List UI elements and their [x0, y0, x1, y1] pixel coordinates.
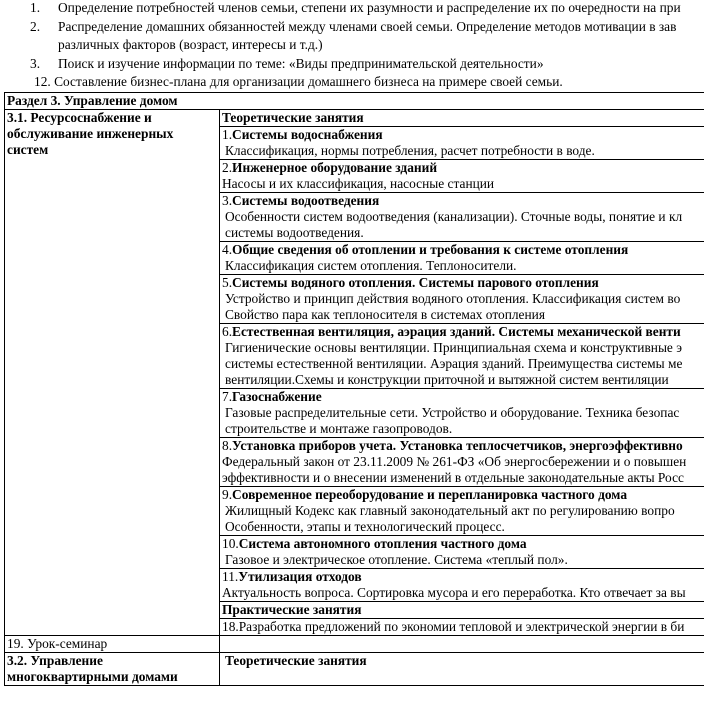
- topic-cell: [220, 193, 704, 242]
- theory-header: Теоретические занятия: [220, 110, 704, 127]
- topic-number: 3.: [222, 193, 233, 208]
- topic-number: 9.: [222, 487, 233, 502]
- topic-title: Установка приборов учета. Установка теплосчетчиков, энергоэффективно: [232, 438, 683, 453]
- topic-description: эффективности и о внесении изменений в отдельные законодательные акты Росс: [222, 470, 684, 485]
- subsection-title-cell: [5, 653, 220, 686]
- subsection-title-cell: [5, 110, 220, 636]
- topic-title: Системы водоснабжения: [232, 127, 383, 142]
- topic-description: Классификация, нормы потребления, расчет потребности в воде.: [225, 143, 595, 158]
- list-item-text: Распределение домашних обязанностей между членами своей семьи. Определение методов мотивации в зав: [58, 19, 677, 34]
- topic-title: Газоснабжение: [232, 389, 322, 404]
- list-item-number: 1.: [30, 0, 41, 15]
- subsection-title-line: обслуживание инженерных: [7, 126, 174, 141]
- topic-description: Газовые распределительные сети. Устройство и оборудование. Техника безопас: [225, 405, 680, 420]
- table-row: [5, 636, 704, 653]
- topic-description: системы естественной вентиляции. Аэрация зданий. Преимущества системы ме: [225, 356, 683, 371]
- topic-description: строительстве и монтаже газопроводов.: [225, 421, 453, 436]
- topic-description: Свойство пара как теплоносителя в системах отопления: [225, 307, 545, 322]
- topic-number: 1.: [222, 127, 233, 142]
- curriculum-table: [4, 92, 704, 686]
- topic-number: 7.: [222, 389, 233, 404]
- list-item-number: 2.: [30, 19, 41, 34]
- practice-item: 18.Разработка предложений по экономии тепловой и электрической энергии в би: [220, 619, 704, 636]
- topic-description: Особенности систем водоотведения (канализации). Сточные воды, понятие и кл: [225, 209, 683, 224]
- table-row: [5, 653, 704, 686]
- topic-title: Естественная вентиляция, аэрация зданий. Системы механической венти: [232, 324, 681, 339]
- topic-cell: [220, 127, 704, 160]
- topic-cell: [220, 487, 704, 536]
- topic-description: Актуальность вопроса. Сортировка мусора и его переработка. Кто отвечает за вы: [222, 585, 686, 600]
- topic-cell: [220, 389, 704, 438]
- practice-item: 19. Урок-семинар: [5, 636, 220, 653]
- practice-header: Практические занятия: [220, 602, 704, 619]
- topic-description: Устройство и принцип действия водяного отопления. Классификация систем во: [225, 291, 681, 306]
- topic-title: Система автономного отопления частного дома: [238, 536, 527, 551]
- topic-cell: [220, 438, 704, 487]
- topic-description: системы водоотведения.: [225, 225, 364, 240]
- theory-header: Теоретические занятия: [220, 653, 704, 686]
- topic-cell: [220, 160, 704, 193]
- topic-description: Федеральный закон от 23.11.2009 № 261-ФЗ «Об энергосбережении и о повышен: [222, 454, 687, 469]
- topic-cell: [220, 242, 704, 275]
- topic-number: 8.: [222, 438, 233, 453]
- topic-description: Классификация систем отопления. Теплоносители.: [225, 258, 517, 273]
- list-item-text: Определение потребностей членов семьи, степени их разумности и распределение их по очередности на при: [58, 0, 681, 15]
- topic-description: вентиляции.Схемы и конструкции приточной и вытяжной систем вентиляции: [225, 372, 669, 387]
- topic-description: Гигиенические основы вентиляции. Принципиальная схема и конструктивные э: [225, 340, 682, 355]
- subsection-title-line: 3.1. Ресурсоснабжение и: [7, 110, 152, 125]
- subsection-title-line: многоквартирными домами: [7, 669, 178, 684]
- section-title: Раздел 3. Управление домом: [5, 93, 704, 110]
- topic-title: Общие сведения об отоплении и требования к системе отопления: [232, 242, 629, 257]
- topic-number: 4.: [222, 242, 233, 257]
- list-item-number: 3.: [30, 56, 41, 71]
- topic-number: 10.: [222, 536, 239, 551]
- topic-title: Системы водоотведения: [232, 193, 380, 208]
- list-item-text: 12. Составление бизнес-плана для организации домашнего бизнеса на примере своей семьи.: [34, 74, 563, 89]
- list-item-text: различных факторов (возраст, интересы и т.д.): [58, 37, 323, 52]
- topic-description: Газовое и электрическое отопление. Система «теплый пол».: [225, 552, 568, 567]
- topic-number: 2.: [222, 160, 233, 175]
- topic-title: Системы водяного отопления. Системы парового отопления: [232, 275, 599, 290]
- subsection-title-line: 3.2. Управление: [7, 653, 103, 668]
- topic-title: Утилизация отходов: [238, 569, 362, 584]
- topic-number: 6.: [222, 324, 233, 339]
- topic-title: Инженерное оборудование зданий: [232, 160, 438, 175]
- list-item-text: Поиск и изучение информации по теме: «Виды предпринимательской деятельности»: [58, 56, 544, 71]
- topic-cell: [220, 275, 704, 324]
- topic-description: Особенности, этапы и технологический процесс.: [225, 519, 505, 534]
- topic-cell: [220, 569, 704, 602]
- topic-description: Жилищный Кодекс как главный законодательный акт по регулированию вопро: [225, 503, 675, 518]
- topic-cell: [220, 324, 704, 389]
- topic-number: 5.: [222, 275, 233, 290]
- subsection-title-line: систем: [7, 142, 49, 157]
- topic-cell: [220, 536, 704, 569]
- topic-title: Современное переоборудование и перепланировка частного дома: [232, 487, 628, 502]
- table-row: [5, 93, 704, 110]
- topic-number: 11.: [222, 569, 239, 584]
- table-row: [5, 110, 704, 127]
- topic-description: Насосы и их классификация, насосные станции: [222, 176, 495, 191]
